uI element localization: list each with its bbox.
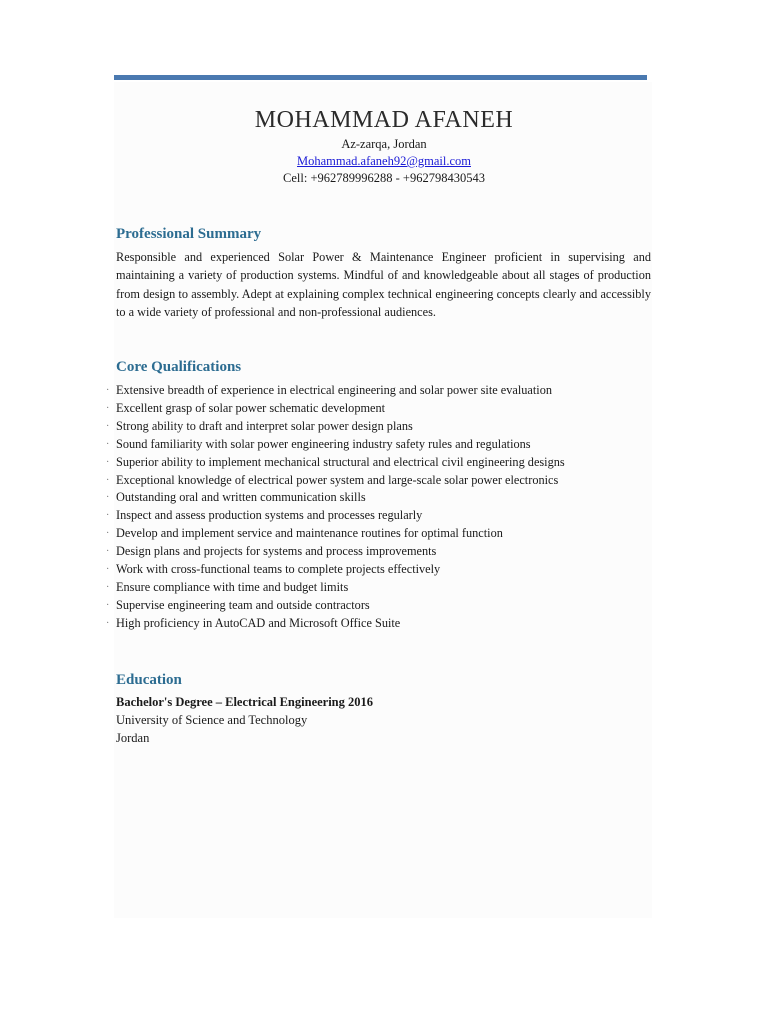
bullet-icon: · [106,546,110,558]
location: Az-zarqa, Jordan [341,137,427,151]
qualification-text: Sound familiarity with solar power engineering industry safety rules and regulations [116,436,531,451]
list-item [106,597,651,615]
professional-summary-heading: Professional Summary [116,226,262,242]
list-item [106,543,651,561]
bullet-icon: · [106,438,110,450]
qualification-text: Inspect and assess production systems and processes regularly [116,508,423,523]
qualification-text: Strong ability to draft and interpret solar power design plans [116,418,413,433]
qualification-text: Develop and implement service and maintenance routines for optimal function [116,526,503,541]
resume-header [114,104,654,187]
qualification-text: Extensive breadth of experience in electrical engineering and solar power site evaluation [116,383,553,397]
qualification-text: Design plans and projects for systems and process improvements [116,544,437,559]
list-item [106,579,651,597]
qualification-text: Excellent grasp of solar power schematic development [116,400,386,415]
email-line [114,153,654,170]
candidate-name: MOHAMMAD AFANEH [254,107,514,133]
list-item [106,436,651,454]
bullet-icon: · [106,420,110,432]
list-item [106,400,651,418]
qualification-text: Superior ability to implement mechanical structural and electrical civil engineering designs [116,454,565,469]
list-item [106,472,651,490]
list-item [106,525,651,543]
bullet-icon: · [106,528,110,540]
bullet-icon: · [106,474,110,486]
qualification-text: Exceptional knowledge of electrical power system and large-scale solar power electronics [116,472,559,487]
bullet-icon: · [106,402,110,414]
header-rule [114,75,647,80]
bullet-icon: · [106,599,110,611]
qualification-text: Work with cross-functional teams to complete projects effectively [116,562,441,577]
core-qualifications-heading: Core Qualifications [116,359,242,375]
education-heading: Education [116,672,182,688]
email-link[interactable]: Mohammad.afaneh92@gmail.com [297,154,471,168]
education-entry [116,693,373,747]
country: Jordan [116,731,150,745]
qualification-text: Outstanding oral and written communication skills [116,490,366,505]
list-item [106,489,651,507]
phone-numbers: Cell: +962789996288 - +962798430543 [283,171,485,185]
qualification-text: High proficiency in AutoCAD and Microsoft Office Suite [116,615,401,630]
list-item [106,561,651,579]
list-item [106,454,651,472]
bullet-icon: · [106,510,110,522]
qualification-text: Ensure compliance with time and budget limits [116,579,349,594]
list-item [106,507,651,525]
list-item [106,615,651,633]
list-item [106,418,651,436]
professional-summary-text: Responsible and experienced Solar Power & Maintenance Engineer proficient in supervising and maintaining a variety of production systems. Mindful of and knowledgeable about all stages of production from design to assembly. Adept at explaining complex technical engineering concepts clearly and accessibly to a wide variety of professional and non-professional audiences. [116,250,651,319]
university: University of Science and Technology [116,713,308,727]
bullet-icon: · [106,564,110,576]
bullet-icon: · [106,581,110,593]
bullet-icon: · [106,385,110,396]
degree: Bachelor's Degree – Electrical Engineering 2016 [116,695,374,709]
list-item [106,382,651,400]
bullet-icon: · [106,492,110,504]
bullet-icon: · [106,617,110,629]
qualification-text: Supervise engineering team and outside contractors [116,597,370,612]
bullet-icon: · [106,456,110,468]
qualifications-list [106,382,651,633]
